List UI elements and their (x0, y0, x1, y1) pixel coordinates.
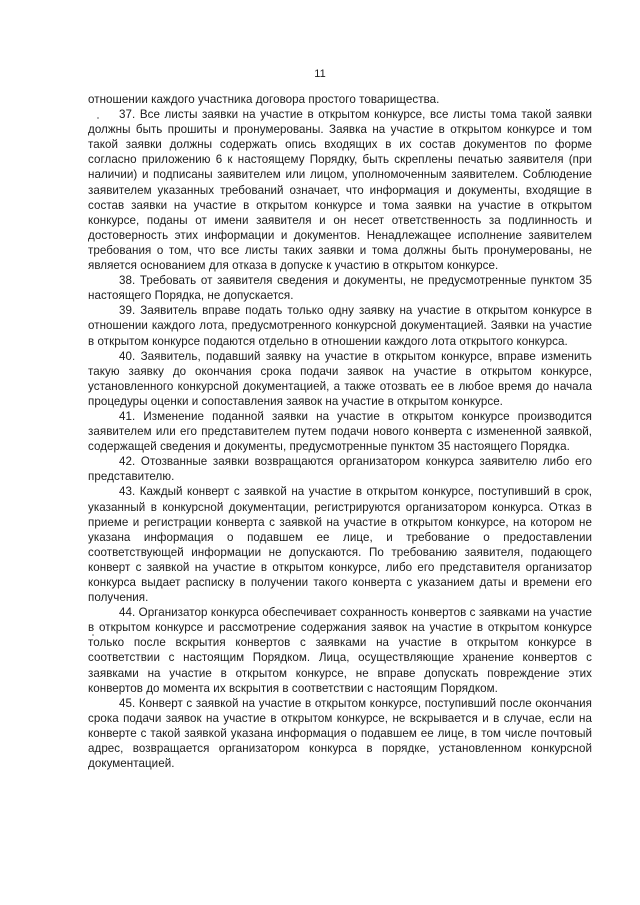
paragraph-40: 40. Заявитель, подавший заявку на участие в открытом конкурсе, вправе изменить такую заявку до окончания срока подачи заявок на участие в открытом конкурсе, установленного конкурсной документацией, а также отозвать ее в любое время до начала процедуры оценки и сопоставления заявок на участие в открытом конкурсе. (88, 349, 592, 408)
page-number: 11 (314, 68, 326, 80)
paragraph-43: 43. Каждый конверт с заявкой на участие в открытом конкурсе, поступивший в срок, указанный в конкурсной документации, регистрируются организатором конкурса. Отказ в приеме и регистрации конверта с заявкой на участие в открытом конкурсе, на котором не указана информация о подавшем ее лице, и требование о предоставлении соответствующей информации не допускаются. По требованию заявителя, подающего конверт с заявкой на участие в открытом конкурсе, либо его представителя организатор конкурса выдает расписку в получении такого конверта с указанием даты и времени его получения. (88, 485, 592, 605)
document-body (88, 92, 592, 771)
paragraph-37: 37. Все листы заявки на участие в открытом конкурсе, все листы тома такой заявки должны быть прошиты и пронумерованы. Заявка на участие в открытом конкурсе и том такой заявки должны содержать опись входящих в их состав документов по форме согласно приложению 6 к настоящему Порядку, быть скреплены печатью заявителя (при наличии) и подписаны заявителем или лицом, уполномоченным заявителем. Соблюдение заявителем указанных требований означает, что информация и документы, входящие в состав заявки на участие в открытом конкурсе и тома заявки на участие в открытом конкурсе, поданы от имени заявителя и он несет ответственность за подлинность и достоверность этих информации и документов. Ненадлежащее исполнение заявителем требования о том, что все листы таких заявки и тома должны быть пронумерованы, не является основанием для отказа в допуске к участию в открытом конкурсе. (88, 108, 592, 273)
paragraph-39: 39. Заявитель вправе подать только одну заявку на участие в открытом конкурсе в отношении каждого лота, предусмотренного конкурсной документацией. Заявки на участие в открытом конкурсе подаются отдельно в отношении каждого лота открытого конкурса. (88, 304, 592, 348)
paragraph-continuation: отношении каждого участника договора простого товарищества. (88, 93, 440, 106)
paragraph-41: 41. Изменение поданной заявки на участие в открытом конкурсе производится заявителем или его представителем путем подачи нового конверта с измененной заявкой, содержащей сведения и документы, предусмотренные пунктом 35 настоящего Порядка. (88, 409, 592, 454)
paragraph-44: 44. Организатор конкурса обеспечивает сохранность конвертов с заявками на участие в открытом конкурсе и рассмотрение содержания заявок на участие в открытом конкурсе только после вскрытия конвертов с заявками на участие в открытом конкурсе в соответствии с настоящим Порядком. Лица, осуществляющие хранение конвертов с заявками на участие в открытом конкурсе, не вправе допускать повреждение этих конвертов до момента их вскрытия в соответствии с настоящим Порядком. (88, 606, 592, 695)
paragraph-45: 45. Конверт с заявкой на участие в открытом конкурсе, поступивший после окончания срока подачи заявок на участие в открытом конкурсе, не вскрывается и в случае, если на конверте с такой заявкой указана информация о подавшем ее лице, в том числе почтовый адрес, возвращается организатором конкурса в порядке, установленном конкурсной документацией. (88, 696, 592, 771)
paragraph-38: 38. Требовать от заявителя сведения и документы, не предусмотренные пунктом 35 настоящего Порядка, не допускается. (88, 274, 592, 303)
paragraph-42: 42. Отозванные заявки возвращаются организатором конкурса заявителю либо его представителю. (88, 455, 592, 484)
